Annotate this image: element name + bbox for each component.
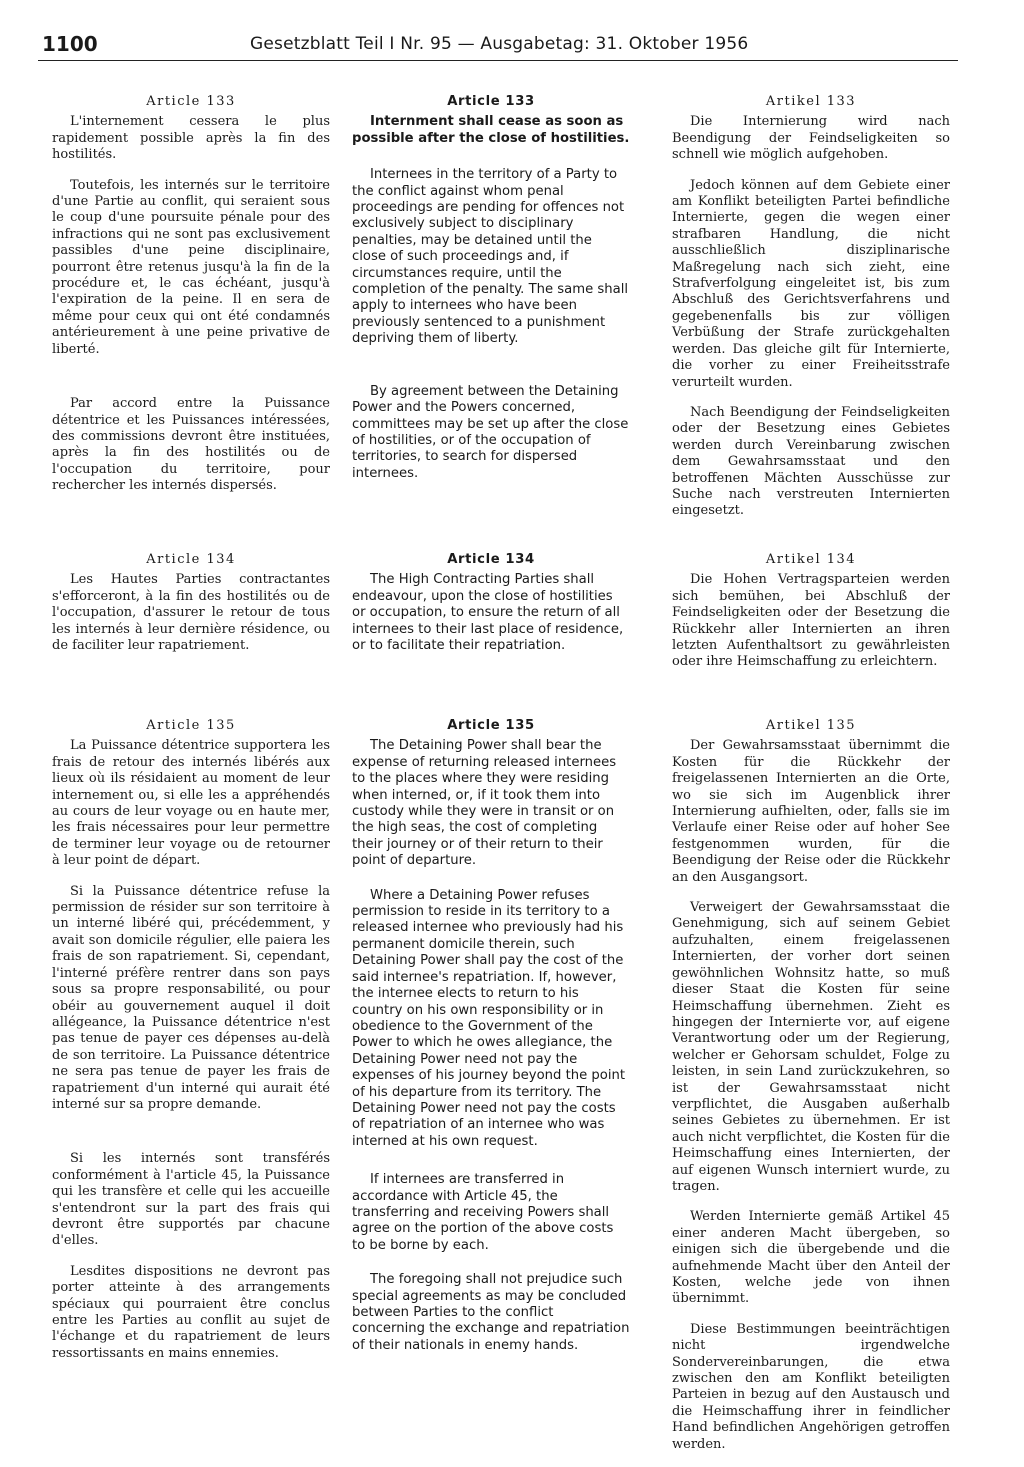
paragraph: Diese Bestimmungen beeinträchtigen nicht irgendwelche Sondervereinbarungen, die etwa zwischen den am Konflikt beteiligten Parteien in bezug auf den Austausch und die Heimschaffung ihrer in feindlicher Hand befindlichen Angehörigen getroffen werden. [672, 1321, 950, 1452]
article-135-fr [52, 718, 330, 1376]
article-heading: Artikel 135 [765, 718, 857, 733]
paragraph: Werden Internierte gemäß Artikel 45 einer anderen Macht übergeben, so einigen sich die übergebende und die aufnehmende Macht über den Anteil der Kosten, welche jede von ihnen übernimmt. [672, 1209, 950, 1307]
article-133-de [672, 94, 950, 534]
paragraph: Si les internés sont transférés conformément à l'article 45, la Puissance qui les transfère et celle qui les accueille s'entendront sur la part des frais qui devront être supportés par chacune d'elles. [52, 1151, 330, 1249]
article-heading: Artikel 133 [765, 94, 857, 109]
article-133-en [352, 94, 630, 496]
paragraph: Verweigert der Gewahrsamsstaat die Genehmigung, sich auf seinem Gebiet aufzuhalten, einem freigelassenen Internierten, der vorher dort seinen gewöhnlichen Wohnsitz hatte, so muß dieser Staat die Kosten für seine Heimschaffung übernehmen. Zieht es hingegen der Internierte vor, auf eigene Verantwortung oder um der Regierung, welcher er Gehorsam schuldet, Folge zu leisten, in sein Land zurückzukehren, so ist der Gewahrsamsstaat nicht verpflichtet, die Ausgaben außerhalb seines Gebietes zu übernehmen. Er ist auch nicht verpflichtet, die Kosten für die Heimschaffung eines Internierten, der auf eigenen Wunsch interniert wurde, zu tragen. [672, 900, 950, 1194]
article-134-fr [52, 552, 330, 668]
paragraph: Internees in the territory of a Party to the conflict against whom penal proceedings are pending for offences not exclusively subject to disciplinary penalties, may be detained until the close of such proceedings and, if circumstances require, until the completion of the penalty. The same shall apply to internees who have been previously sentenced to a punishment depriving them of liberty. [352, 167, 629, 347]
paragraph: Where a Detaining Power refuses permission to reside in its territory to a released internee who previously had his permanent domicile therein, such Detaining Power shall pay the cost of the said internee's repatriation. If, however, the internee elects to return to his country on his own responsibility or in obedience to the Government of the Power to which he owes allegiance, the Detaining Power need not pay the expenses of his journey beyond the point of his departure from its territory. The Detaining Power need not pay the costs of repatriation of an internee who was interned at his own request. [352, 887, 626, 1149]
article-heading: Article 133 [447, 94, 535, 109]
paragraph: Jedoch können auf dem Gebiete einer am Konflikt beteiligten Partei befindliche Internierte, gegen die wegen einer strafbaren Handlung, die nicht ausschließlich disziplinarische Maßregelung nach sich zieht, eine Strafverfolgung eingeleitet ist, bis zum Abschluß des Gerichtsverfahrens und gegebenenfalls bis zur völligen Verbüßung der Strafe zurückgehalten werden. Das gleiche gilt für Internierte, die vorher zu einer Freiheitsstrafe verurteilt wurden. [672, 177, 950, 390]
gazette-title: Gesetzblatt Teil I Nr. 95 — Ausgabetag: 31. Oktober 1956 [250, 34, 749, 54]
paragraph: Lesdites dispositions ne devront pas porter atteinte à des arrangements spéciaux qui pourraient être conclus entre les Parties au conflit au sujet de l'échange et du rapatriement de leurs ressortissants en mains ennemies. [52, 1263, 330, 1361]
article-135-de [672, 718, 950, 1467]
page-number: 1100 [42, 32, 98, 56]
article-heading: Article 135 [146, 718, 236, 733]
paragraph: Internment shall cease as soon as possible after the close of hostilities. [352, 114, 630, 146]
paragraph: Les Hautes Parties contractantes s'efforceront, à la fin des hostilités ou de l'occupation, d'assurer le retour de tous les internés à leur dernière résidence, ou de faciliter leur rapatriement. [52, 572, 330, 654]
paragraph: If internees are transferred in accordance with Article 45, the transferring and receiving Powers shall agree on the portion of the above costs to be borne by each. [352, 1172, 614, 1253]
article-134-en [352, 552, 630, 668]
article-135-en [352, 718, 630, 1368]
paragraph: Toutefois, les internés sur le territoire d'une Partie au conflit, qui seraient sous le coup d'une poursuite pénale pour des infractions qui ne sont pas exclusivement passibles d'une peine disciplinaire, pourront être retenus jusqu'à la fin de la procédure et, le cas échéant, jusqu'à l'expiration de la peine. Il en sera de même pour ceux qui ont été condamnés antérieurement à une peine privative de liberté. [52, 177, 330, 357]
paragraph: By agreement between the Detaining Power and the Powers concerned, committees may be set up after the close of hostilities, or of the occupation of territories, to search for dispersed internees. [352, 383, 629, 481]
paragraph: The foregoing shall not prejudice such special agreements as may be concluded between Parties to the conflict concerning the exchange and repatriation of their nationals in enemy hands. [352, 1272, 630, 1353]
paragraph: Der Gewahrsamsstaat übernimmt die Kosten für die Rückkehr der freigelassenen Internierten an die Orte, wo sie sich im Augenblick ihrer Internierung aufhielten, oder, falls sie im Verlaufe einer Reise oder auf hoher See festgenommen wurden, für die Beendigung der Reise oder die Rückkehr an den Ausgangsort. [672, 738, 950, 885]
paragraph: Die Internierung wird nach Beendigung der Feindseligkeiten so schnell wie möglich aufgehoben. [672, 114, 950, 163]
paragraph: La Puissance détentrice supportera les frais de retour des internés libérés aux lieux où ils résidaient au moment de leur internement ou, si elle les a appréhendés au cours de leur voyage ou en haute mer, les frais nécessaires pour leur permettre de terminer leur voyage ou de retourner à leur point de départ. [52, 738, 330, 869]
article-heading: Article 133 [146, 94, 236, 109]
article-heading: Article 134 [447, 552, 535, 567]
page-header [38, 30, 958, 61]
paragraph: Par accord entre la Puissance détentrice et les Puissances intéressées, des commissions devront être instituées, après la fin des hostilités ou de l'occupation du territoire, pour rechercher les internés dispersés. [52, 396, 330, 494]
paragraph: L'internement cessera le plus rapidement possible après la fin des hostilités. [52, 114, 330, 163]
paragraph: Si la Puissance détentrice refuse la permission de résider sur son territoire à un interné libéré qui, précédemment, y avait son domicile régulier, elle paiera les frais de son rapatriement. Si, cependant, l'interné préfère rentrer dans son pays sous sa propre responsabilité, ou pour obéir au gouvernement auquel il doit allégeance, la Puissance détentrice n'est pas tenue de payer ces dépenses au-delà de son territoire. La Puissance détentrice ne sera pas tenue de payer les frais de rapatriement d'un interné qui aurait été interné sur sa propre demande. [52, 883, 330, 1112]
article-134-de [672, 552, 950, 685]
paragraph: Die Hohen Vertragsparteien werden sich bemühen, bei Abschluß der Feindseligkeiten oder der Besetzung die Rückkehr aller Internierten an ihren letzten Aufenthaltsort zu gewährleisten oder ihre Heimschaffung zu erleichtern. [672, 572, 950, 670]
article-heading: Article 134 [146, 552, 236, 567]
paragraph: The Detaining Power shall bear the expense of returning released internees to the places where they were residing when interned, or, if it took them into custody while they were in transit or on the high seas, the cost of completing their journey or of their return to their point of departure. [352, 738, 617, 869]
paragraph: Nach Beendigung der Feindseligkeiten oder der Besetzung eines Gebietes werden durch Vereinbarung zwischen dem Gewahrsamsstaat und den betroffenen Mächten Ausschüsse zur Suche nach verstreuten Internierten eingesetzt. [672, 404, 950, 519]
article-heading: Article 135 [447, 718, 535, 733]
paragraph: The High Contracting Parties shall endeavour, upon the close of hostilities or occupation, to ensure the return of all internees to their last place of residence, or to facilitate their repatriation. [352, 572, 624, 654]
article-133-fr [52, 94, 330, 509]
article-heading: Artikel 134 [765, 552, 857, 567]
